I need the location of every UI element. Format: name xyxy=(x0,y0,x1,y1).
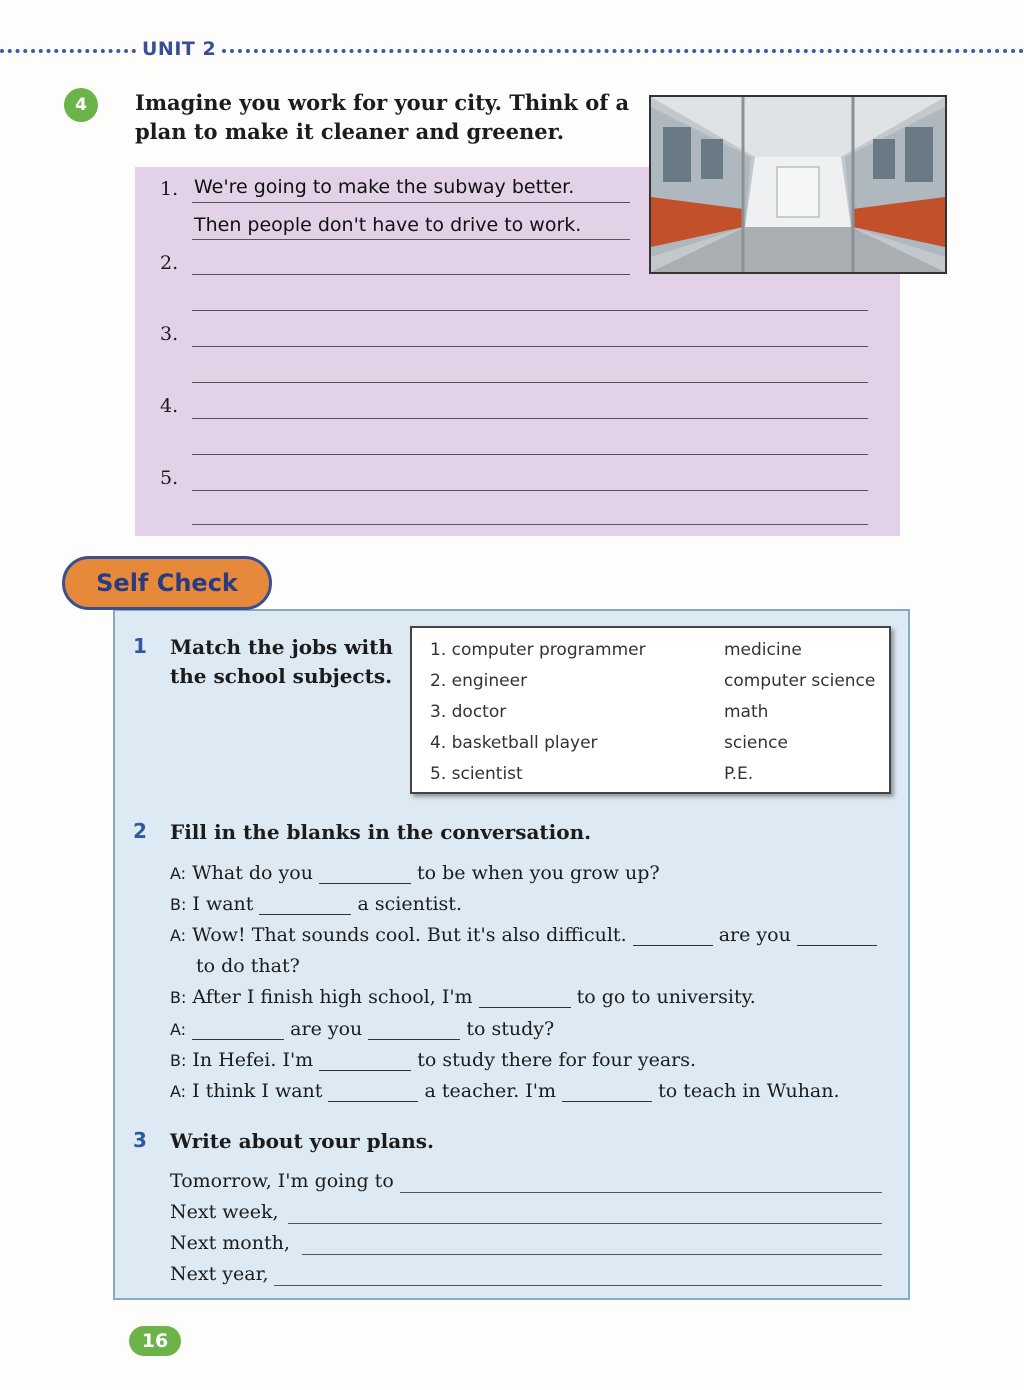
question-number: 3 xyxy=(133,1128,147,1152)
question-title: Match the jobs with the school subjects. xyxy=(170,635,393,688)
line-text: I think I want xyxy=(192,1080,323,1102)
question-number: 1 xyxy=(133,634,147,658)
dotted-rule-right xyxy=(222,49,1024,53)
dotted-rule-left xyxy=(0,49,136,53)
answer-line[interactable] xyxy=(288,1223,882,1224)
self-check-badge: Self Check xyxy=(62,556,272,610)
blank-field[interactable] xyxy=(479,987,571,1008)
answer-line xyxy=(192,490,868,491)
speaker-label: A: xyxy=(170,864,187,883)
answer-line xyxy=(192,239,630,240)
line-text: to study there for four years. xyxy=(417,1049,697,1071)
task-number-badge: 4 xyxy=(64,88,98,122)
blank-field[interactable] xyxy=(259,894,351,915)
blank-field[interactable] xyxy=(633,925,713,946)
line-text: a scientist. xyxy=(357,893,462,915)
page-number: 16 xyxy=(129,1326,181,1356)
subject-item: computer science xyxy=(724,671,876,691)
conversation-line xyxy=(170,1018,554,1040)
speaker-label: B: xyxy=(170,895,187,914)
subject-item: science xyxy=(724,733,788,753)
answer-line xyxy=(192,382,868,383)
handwritten-answer-1: We're going to make the subway better. xyxy=(194,176,575,198)
answer-line xyxy=(192,346,868,347)
line-number: 4. xyxy=(160,395,179,417)
speaker-label: A: xyxy=(170,1082,187,1101)
job-item: 3. doctor xyxy=(430,702,507,722)
line-number: 2. xyxy=(160,252,179,274)
speaker-label: B: xyxy=(170,988,187,1007)
line-text: are you xyxy=(290,1018,363,1040)
subject-item: P.E. xyxy=(724,764,754,784)
matching-table xyxy=(410,626,891,794)
answer-line xyxy=(192,418,868,419)
line-text: In Hefei. I'm xyxy=(192,1049,314,1071)
answer-line xyxy=(192,310,868,311)
question-title: Write about your plans. xyxy=(170,1129,434,1153)
blank-field[interactable] xyxy=(319,1050,411,1071)
line-text: a teacher. I'm xyxy=(424,1080,557,1102)
conversation-line xyxy=(170,893,462,915)
line-number: 5. xyxy=(160,467,179,489)
subject-item: medicine xyxy=(724,640,802,660)
line-text: to study? xyxy=(466,1018,555,1040)
subject-item: math xyxy=(724,702,769,722)
line-text: to do that? xyxy=(196,955,300,977)
line-number: 3. xyxy=(160,323,179,345)
line-text: I want xyxy=(192,893,254,915)
answer-line xyxy=(192,274,630,275)
conversation-line xyxy=(170,862,660,884)
speaker-label: A: xyxy=(170,1020,187,1039)
job-item: 5. scientist xyxy=(430,764,523,784)
line-text: to be when you grow up? xyxy=(417,862,660,884)
job-item: 4. basketball player xyxy=(430,733,598,753)
job-item: 2. engineer xyxy=(430,671,528,691)
blank-field[interactable] xyxy=(562,1081,652,1102)
blank-field[interactable] xyxy=(319,863,411,884)
line-text: After I finish high school, I'm xyxy=(192,986,473,1008)
task4-instruction: Imagine you work for your city. Think of a plan to make it cleaner and greener. xyxy=(135,90,630,144)
line-text: Wow! That sounds cool. But it's also difficult. xyxy=(192,924,627,946)
answer-line[interactable] xyxy=(302,1254,882,1255)
answer-line xyxy=(192,454,868,455)
blank-field[interactable] xyxy=(368,1019,460,1040)
conversation-line xyxy=(196,955,300,977)
unit-title: UNIT 2 xyxy=(142,38,217,60)
handwritten-answer-1b: Then people don't have to drive to work. xyxy=(194,214,582,236)
plan-prompt-next-year: Next year, xyxy=(170,1263,269,1285)
blank-field[interactable] xyxy=(328,1081,418,1102)
blank-field[interactable] xyxy=(797,925,877,946)
conversation-line xyxy=(170,924,877,946)
conversation-line xyxy=(170,986,756,1008)
answer-line[interactable] xyxy=(400,1192,882,1193)
speaker-label: B: xyxy=(170,1051,187,1070)
answer-line xyxy=(192,524,868,525)
line-text: to go to university. xyxy=(576,986,756,1008)
blank-field[interactable] xyxy=(192,1019,284,1040)
question-number: 2 xyxy=(133,819,147,843)
line-text: What do you xyxy=(192,862,313,884)
line-number: 1. xyxy=(160,178,179,200)
conversation-line xyxy=(170,1080,840,1102)
speaker-label: A: xyxy=(170,926,187,945)
line-text: to teach in Wuhan. xyxy=(658,1080,840,1102)
job-item: 1. computer programmer xyxy=(430,640,646,660)
conversation-line xyxy=(170,1049,696,1071)
plan-prompt-next-week: Next week, xyxy=(170,1201,279,1223)
answer-line xyxy=(192,202,630,203)
subway-photo xyxy=(649,95,947,274)
question-title: Fill in the blanks in the conversation. xyxy=(170,820,592,844)
unit-header xyxy=(0,38,1024,62)
plan-prompt-next-month: Next month, xyxy=(170,1232,290,1254)
subway-car-illustration xyxy=(651,97,945,272)
answer-line[interactable] xyxy=(274,1285,882,1286)
plan-prompt-tomorrow: Tomorrow, I'm going to xyxy=(170,1170,394,1192)
line-text: are you xyxy=(718,924,791,946)
